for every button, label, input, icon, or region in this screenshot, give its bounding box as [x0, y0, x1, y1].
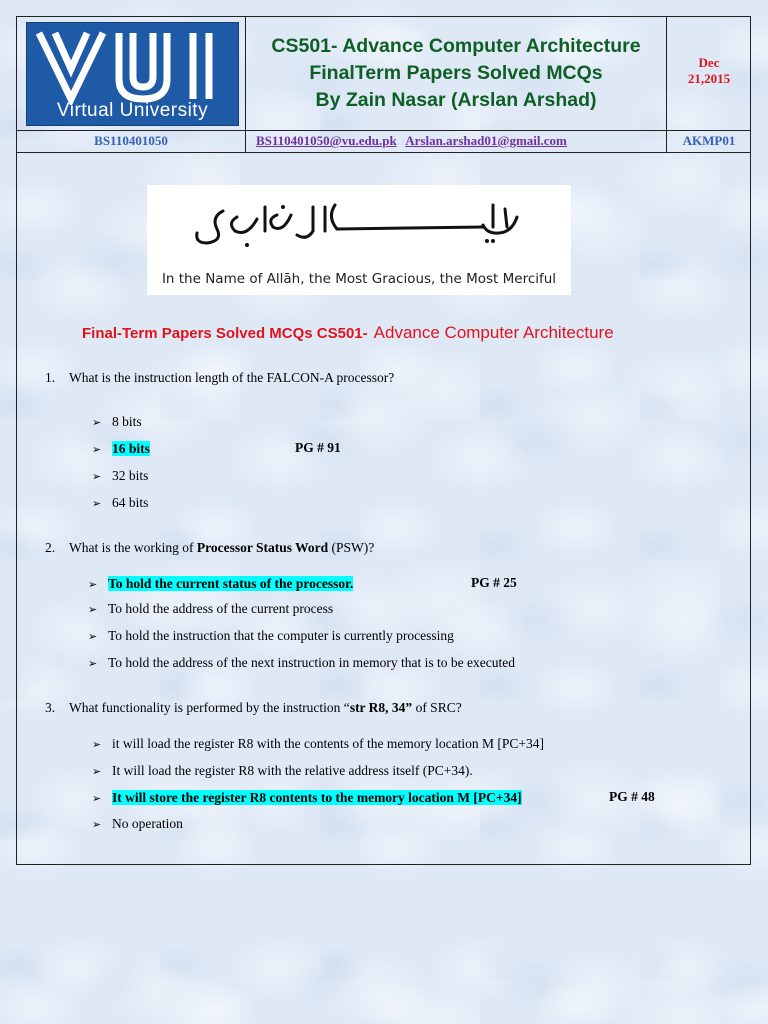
email-link-vu[interactable]: BS110401050@vu.edu.pk	[256, 133, 397, 148]
question-text-after: (PSW)?	[328, 540, 375, 555]
logo-cell	[17, 17, 246, 130]
question-text-before: What functionality is performed by the instruction “	[69, 700, 350, 715]
arrow-bullet-icon: ➢	[92, 793, 102, 805]
date-day-year: 21,2015	[687, 71, 731, 86]
vu-logo	[26, 22, 239, 126]
section-heading	[82, 323, 614, 343]
question-text-bold: str R8, 34”	[349, 700, 413, 715]
bismillah-image	[147, 185, 571, 295]
date-month: Dec	[698, 55, 720, 70]
option-text: To hold the address of the current process	[108, 601, 334, 616]
correct-answer-highlight: To hold the current status of the processor.	[108, 576, 354, 591]
arrow-bullet-icon: ➢	[88, 658, 98, 670]
option-1a	[92, 413, 142, 431]
title-line-2: FinalTerm Papers Solved MCQs	[309, 62, 603, 84]
question-number: 3.	[45, 700, 56, 715]
option-2c	[88, 627, 454, 645]
document-date	[667, 17, 751, 87]
page-reference: PG # 48	[609, 789, 655, 804]
question-number: 2.	[45, 540, 56, 555]
bismillah-calligraphy-icon	[187, 197, 532, 257]
logo-text: Virtual University	[56, 100, 209, 121]
section-heading-prefix: Final-Term Papers Solved MCQs CS501-	[82, 325, 368, 342]
option-text: 32 bits	[112, 468, 149, 483]
email-link-gmail[interactable]: Arslan.arshad01@gmail.com	[405, 133, 567, 148]
contact-emails	[246, 131, 667, 152]
question-3	[45, 700, 462, 716]
title-cell	[246, 17, 667, 130]
question-text-before: What is the working of	[69, 540, 197, 555]
arrow-bullet-icon: ➢	[92, 739, 102, 751]
option-2d	[88, 654, 515, 672]
vu-logo-mark-icon	[33, 29, 233, 105]
page-reference: PG # 25	[471, 575, 517, 590]
student-id: BS110401050	[17, 131, 246, 152]
correct-answer-highlight: It will store the register R8 contents to the memory location M [PC+34]	[112, 790, 522, 805]
option-text: To hold the address of the next instruction in memory that is to be executed	[108, 655, 515, 670]
arrow-bullet-icon: ➢	[88, 604, 98, 616]
info-row	[17, 131, 750, 153]
option-1d	[92, 494, 148, 512]
section-heading-course: Advance Computer Architecture	[373, 323, 614, 342]
option-2b	[88, 600, 333, 618]
question-text: What is the instruction length of the FALCON-A processor?	[69, 370, 395, 385]
option-text: To hold the instruction that the computer is currently processing	[108, 628, 454, 643]
correct-answer-highlight: 16 bits	[112, 441, 150, 456]
option-text: 8 bits	[112, 414, 142, 429]
title-line-3: By Zain Nasar (Arslan Arshad)	[315, 89, 597, 111]
title-line-1: CS501- Advance Computer Architecture	[271, 35, 641, 57]
option-3a	[92, 735, 544, 753]
document-title	[246, 17, 666, 114]
question-text-bold: Processor Status Word	[196, 540, 329, 555]
document-code: AKMP01	[682, 133, 736, 148]
question-number: 1.	[45, 370, 56, 385]
option-3d	[92, 815, 183, 833]
arrow-bullet-icon: ➢	[92, 498, 102, 510]
arrow-bullet-icon: ➢	[88, 631, 98, 643]
option-text: No operation	[112, 816, 183, 831]
option-text: 64 bits	[112, 495, 149, 510]
option-3c	[92, 789, 522, 807]
date-cell	[667, 17, 751, 130]
arrow-bullet-icon: ➢	[88, 579, 98, 591]
option-1b	[92, 440, 150, 458]
option-text: it will load the register R8 with the contents of the memory location M [PC+34]	[112, 736, 545, 751]
option-2a	[88, 575, 353, 593]
arrow-bullet-icon: ➢	[92, 417, 102, 429]
arrow-bullet-icon: ➢	[92, 471, 102, 483]
header-row	[17, 17, 750, 131]
option-text: It will load the register R8 with the relative address itself (PC+34).	[112, 763, 473, 778]
question-text-after: of SRC?	[412, 700, 462, 715]
option-1c	[92, 467, 148, 485]
arrow-bullet-icon: ➢	[92, 819, 102, 831]
arrow-bullet-icon: ➢	[92, 766, 102, 778]
question-1	[45, 370, 394, 386]
page-reference: PG # 91	[295, 440, 341, 455]
option-3b	[92, 762, 473, 780]
bismillah-caption: In the Name of Allāh, the Most Gracious, the Most Merciful	[161, 271, 557, 287]
arrow-bullet-icon: ➢	[92, 444, 102, 456]
question-2	[45, 540, 374, 556]
